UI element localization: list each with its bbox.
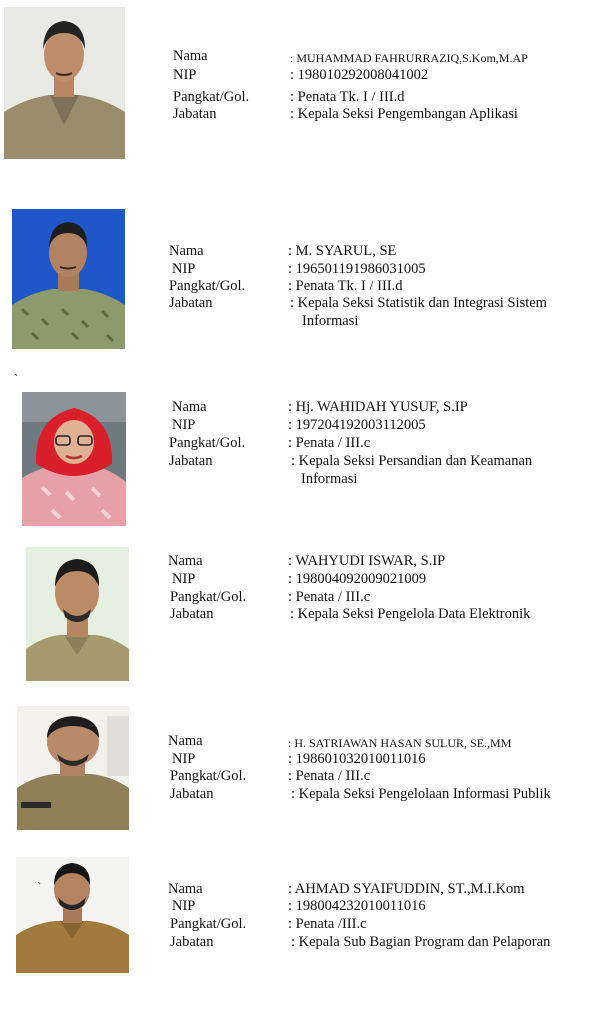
value-nama: : Hj. WAHIDAH YUSUF, S.IP	[288, 399, 468, 415]
label-nama: Nama	[169, 243, 204, 259]
value-pangkat: : Penata / III.c	[288, 768, 371, 784]
label-jabatan: Jabatan	[169, 453, 213, 469]
label-jabatan: Jabatan	[170, 606, 214, 622]
label-nip: NIP	[172, 261, 196, 277]
value-nip: : 198010292008041002	[290, 67, 429, 83]
value-pangkat: : Penata / III.c	[288, 589, 371, 605]
value-nip: : 198601032010011016	[288, 751, 426, 767]
label-pangkat: Pangkat/Gol.	[173, 89, 250, 105]
label-nama: Nama	[168, 733, 203, 749]
label-nama: Nama	[168, 881, 203, 897]
value-nama: : AHMAD SYAIFUDDIN, ST.,M.I.Kom	[288, 881, 525, 897]
label-jabatan: Jabatan	[173, 106, 217, 122]
value-jabatan-cont: Informasi	[301, 471, 358, 487]
value-jabatan: : Kepala Seksi Persandian dan Keamanan	[291, 453, 533, 469]
label-nip: NIP	[172, 571, 196, 587]
value-pangkat: : Penata Tk. I / III.d	[288, 278, 403, 294]
value-nip: : 197204192003112005	[288, 417, 426, 433]
label-pangkat: Pangkat/Gol.	[170, 768, 247, 784]
label-nama: Nama	[168, 553, 203, 569]
value-jabatan: : Kepala Seksi Pengelola Data Elektronik	[290, 606, 531, 622]
value-jabatan: : Kepala Seksi Statistik dan Integrasi Sistem	[290, 295, 547, 311]
label-pangkat: Pangkat/Gol.	[169, 435, 246, 451]
value-jabatan: : Kepala Sub Bagian Program dan Pelaporan	[291, 934, 551, 950]
label-nama: Nama	[172, 399, 207, 415]
value-jabatan: : Kepala Seksi Pengembangan Aplikasi	[290, 106, 518, 122]
label-nip: NIP	[172, 898, 196, 914]
value-nama: : H. SATRIAWAN HASAN SULUR, SE.,MM	[288, 736, 512, 750]
value-nip: : 198004092009021009	[288, 571, 427, 587]
label-nip: NIP	[172, 417, 196, 433]
label-nama: Nama	[173, 48, 208, 64]
value-pangkat: : Penata Tk. I / III.d	[290, 89, 405, 105]
label-pangkat: Pangkat/Gol.	[170, 916, 247, 932]
value-nama: : WAHYUDI ISWAR, S.IP	[288, 553, 446, 569]
value-nip: : 198004232010011016	[288, 898, 426, 914]
person-photo	[12, 209, 125, 349]
value-jabatan-cont: Informasi	[302, 313, 359, 329]
stray-mark: `	[14, 371, 19, 386]
value-nip: : 196501191986031005	[288, 261, 426, 277]
person-photo	[4, 7, 125, 159]
person-photo	[22, 392, 126, 526]
value-pangkat: : Penata / III.c	[288, 435, 371, 451]
person-photo	[17, 706, 129, 830]
label-nip: NIP	[172, 751, 196, 767]
label-nip: NIP	[173, 67, 197, 83]
person-photo	[16, 857, 129, 973]
value-nama: : MUHAMMAD FAHRURRAZIQ,S.Kom,M.AP	[290, 51, 528, 65]
value-nama: : M. SYARUL, SE	[288, 243, 397, 259]
person-photo	[26, 547, 129, 681]
label-jabatan: Jabatan	[170, 934, 214, 950]
stray-mark: `	[37, 879, 42, 894]
label-pangkat: Pangkat/Gol.	[170, 589, 247, 605]
value-pangkat: : Penata /III.c	[288, 916, 367, 932]
label-jabatan: Jabatan	[170, 786, 214, 802]
label-jabatan: Jabatan	[169, 295, 213, 311]
value-jabatan: : Kepala Seksi Pengelolaan Informasi Publik	[291, 786, 551, 802]
label-pangkat: Pangkat/Gol.	[169, 278, 246, 294]
